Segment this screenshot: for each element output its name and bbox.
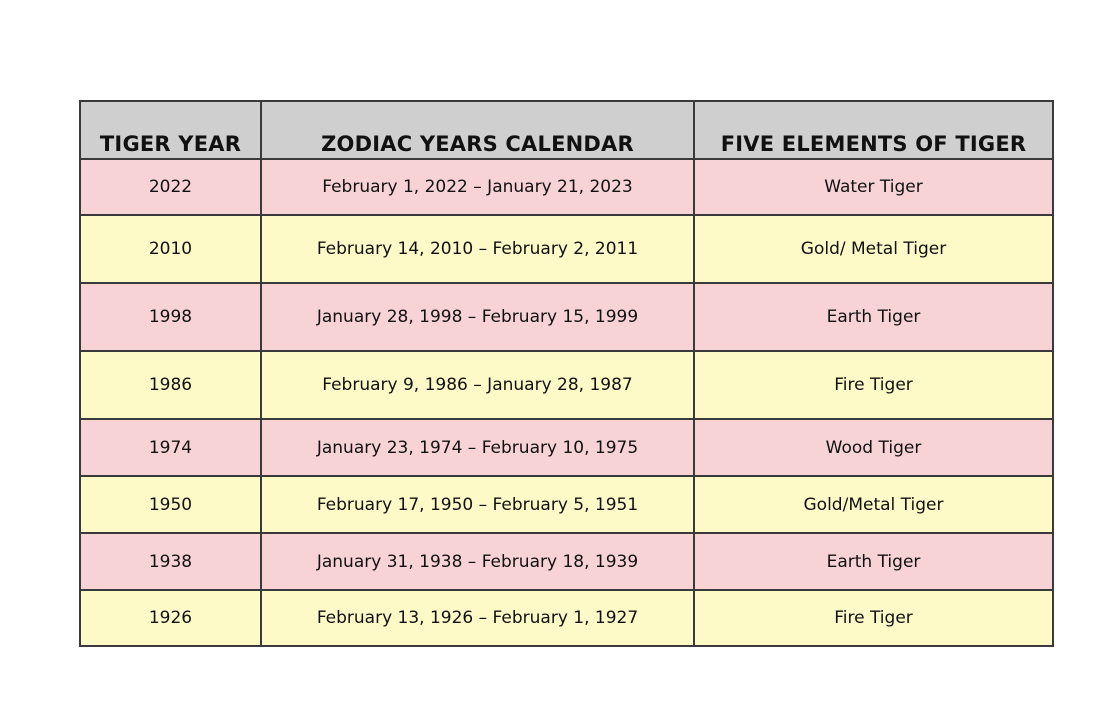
cell-element: Gold/ Metal Tiger	[694, 215, 1053, 283]
cell-calendar: February 9, 1986 – January 28, 1987	[261, 351, 694, 419]
cell-element: Earth Tiger	[694, 283, 1053, 351]
cell-year: 1950	[80, 476, 261, 533]
cell-element: Fire Tiger	[694, 590, 1053, 646]
table-row	[80, 419, 1053, 476]
header-five-elements: FIVE ELEMENTS OF TIGER	[694, 101, 1053, 159]
cell-element: Water Tiger	[694, 159, 1053, 215]
table-row	[80, 159, 1053, 215]
cell-element: Wood Tiger	[694, 419, 1053, 476]
table-row	[80, 533, 1053, 590]
tiger-years-table	[79, 100, 1054, 647]
table-row	[80, 215, 1053, 283]
cell-calendar: January 23, 1974 – February 10, 1975	[261, 419, 694, 476]
table-row	[80, 351, 1053, 419]
cell-calendar: February 1, 2022 – January 21, 2023	[261, 159, 694, 215]
cell-calendar: January 31, 1938 – February 18, 1939	[261, 533, 694, 590]
cell-year: 1998	[80, 283, 261, 351]
cell-element: Earth Tiger	[694, 533, 1053, 590]
cell-element: Gold/Metal Tiger	[694, 476, 1053, 533]
table-row	[80, 283, 1053, 351]
cell-year: 1938	[80, 533, 261, 590]
cell-year: 1974	[80, 419, 261, 476]
table-header-row	[80, 101, 1053, 159]
table-row	[80, 476, 1053, 533]
cell-year: 1986	[80, 351, 261, 419]
header-zodiac-calendar: ZODIAC YEARS CALENDAR	[261, 101, 694, 159]
header-tiger-year: TIGER YEAR	[80, 101, 261, 159]
cell-calendar: February 13, 1926 – February 1, 1927	[261, 590, 694, 646]
cell-calendar: January 28, 1998 – February 15, 1999	[261, 283, 694, 351]
cell-year: 2022	[80, 159, 261, 215]
cell-element: Fire Tiger	[694, 351, 1053, 419]
cell-calendar: February 17, 1950 – February 5, 1951	[261, 476, 694, 533]
table-row	[80, 590, 1053, 646]
tiger-years-table-container	[79, 100, 1052, 647]
cell-calendar: February 14, 2010 – February 2, 2011	[261, 215, 694, 283]
cell-year: 2010	[80, 215, 261, 283]
cell-year: 1926	[80, 590, 261, 646]
